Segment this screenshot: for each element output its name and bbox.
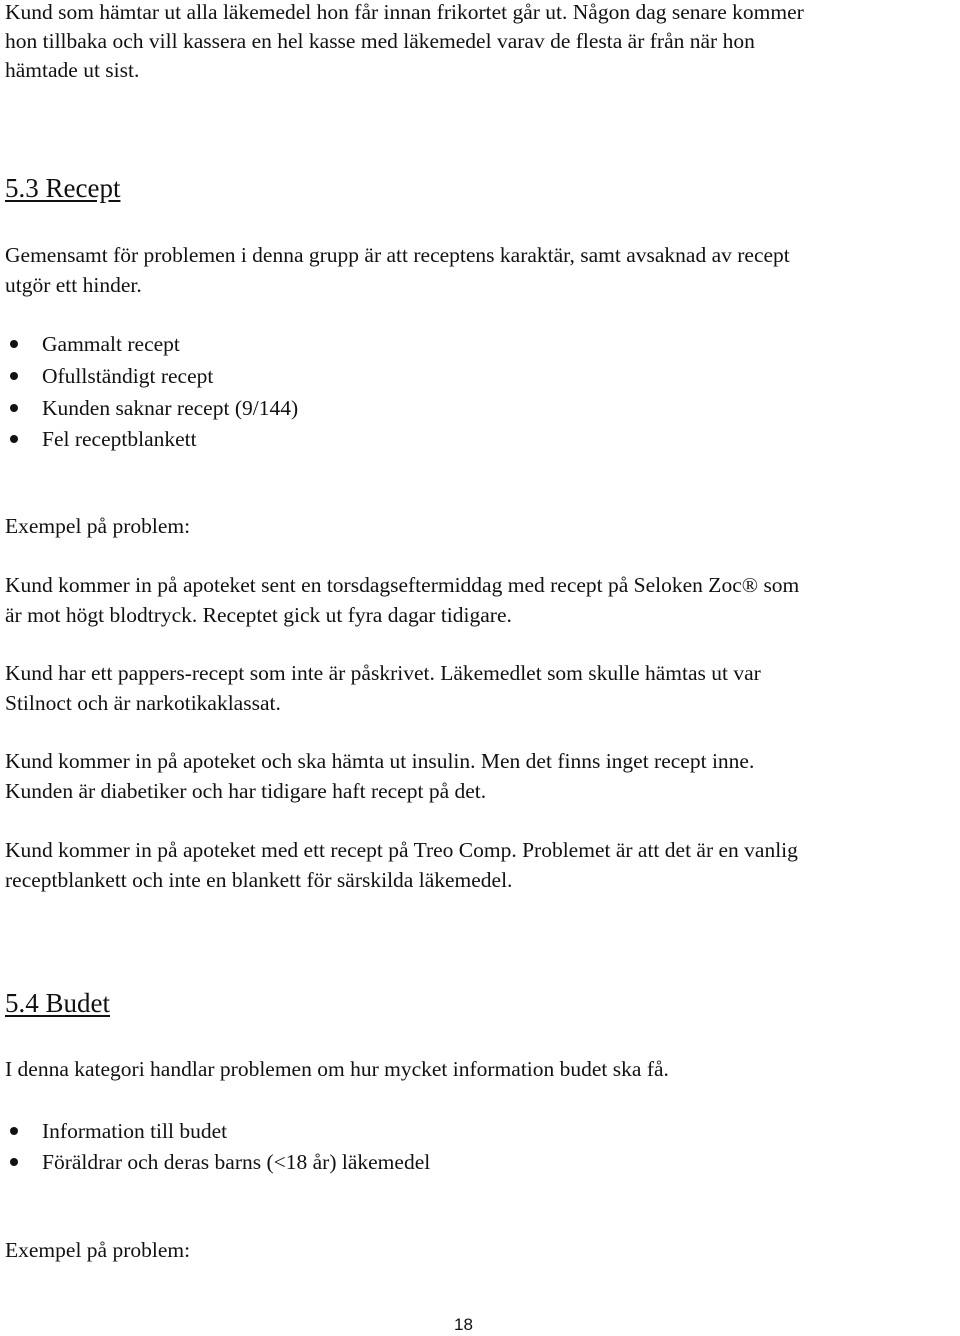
section-heading-recept: 5.3 Recept (5, 173, 121, 203)
bullet-text: Föräldrar och deras barns (<18 år) läkemedel (42, 1150, 431, 1174)
bullet-icon (10, 340, 18, 348)
intro-line-2: hon tillbaka och vill kassera en hel kasse med läkemedel varav de flesta är från när hon (5, 29, 755, 53)
recept-example-1-line-2: är mot högt blodtryck. Receptet gick ut fyra dagar tidigare. (5, 603, 512, 627)
bullet-text: Information till budet (42, 1119, 228, 1143)
bullet-icon (10, 372, 18, 380)
recept-example-2-line-2: Stilnoct och är narkotikaklassat. (5, 691, 281, 715)
bullet-text: Ofullständigt recept (42, 364, 214, 388)
bullet-text: Gammalt recept (42, 332, 180, 356)
bullet-icon (10, 1158, 18, 1166)
bullet-text: Kunden saknar recept (9/144) (42, 396, 299, 420)
budet-examples-label: Exempel på problem: (5, 1238, 191, 1262)
recept-description-line-2: utgör ett hinder. (5, 273, 142, 297)
bullet-icon (10, 435, 18, 443)
page-number: 18 (454, 1315, 473, 1334)
recept-description-line-1: Gemensamt för problemen i denna grupp är att receptens karaktär, samt avsaknad av recept (5, 243, 790, 267)
recept-example-3-line-1: Kund kommer in på apoteket och ska hämta ut insulin. Men det finns inget recept inne. (5, 749, 755, 773)
bullet-icon (10, 404, 18, 412)
bullet-text: Fel receptblankett (42, 427, 197, 451)
intro-line-3: hämtade ut sist. (5, 58, 140, 82)
recept-examples-label: Exempel på problem: (5, 514, 191, 538)
recept-example-2-line-1: Kund har ett pappers-recept som inte är påskrivet. Läkemedlet som skulle hämtas ut var (5, 661, 761, 685)
intro-line-1: Kund som hämtar ut alla läkemedel hon får innan frikortet går ut. Någon dag senare kommer (5, 0, 804, 24)
recept-example-4-line-2: receptblankett och inte en blankett för särskilda läkemedel. (5, 868, 513, 892)
recept-example-1-line-1: Kund kommer in på apoteket sent en torsdagseftermiddag med recept på Seloken Zoc® som (5, 573, 800, 597)
section-heading-budet: 5.4 Budet (5, 988, 110, 1018)
bullet-icon (10, 1127, 18, 1135)
recept-example-4-line-1: Kund kommer in på apoteket med ett recept på Treo Comp. Problemet är att det är en vanlig (5, 838, 798, 862)
recept-example-3-line-2: Kunden är diabetiker och har tidigare haft recept på det. (5, 779, 487, 803)
budet-description: I denna kategori handlar problemen om hur mycket information budet ska få. (5, 1057, 669, 1081)
